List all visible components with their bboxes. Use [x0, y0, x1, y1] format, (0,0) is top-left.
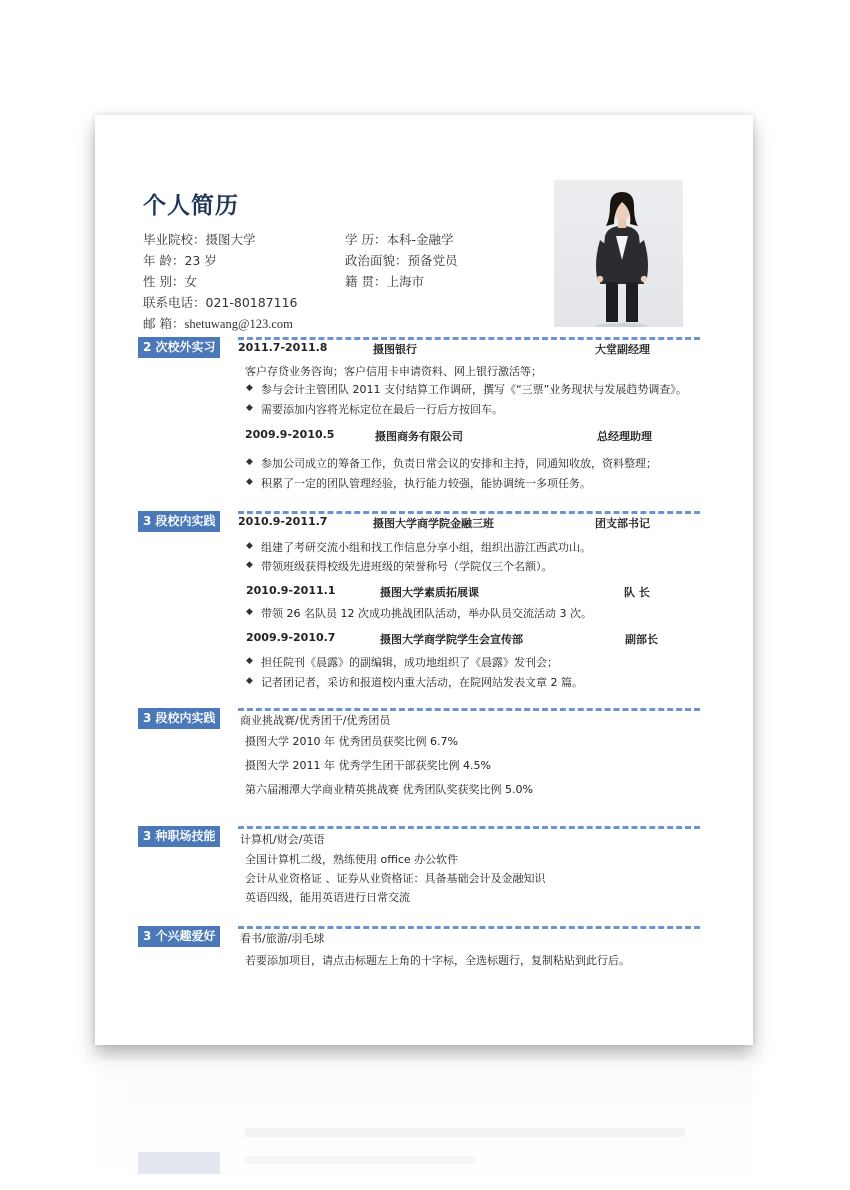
entry-role: 大堂副经理	[595, 343, 650, 356]
entry-line: 记者团记者，采访和报道校内重大活动，在院网站发表文章 2 篇。	[261, 676, 583, 689]
diamond-bullet-icon: ◆	[246, 403, 253, 413]
info-school: 毕业院校：摄图大学	[143, 232, 256, 247]
portrait-figure-icon	[554, 180, 683, 327]
hobby-line: 若要添加项目，请点击标题左上角的十字标，全选标题行，复制粘贴到此行后。	[245, 954, 630, 967]
portrait-photo	[554, 180, 683, 327]
section-divider	[238, 826, 700, 829]
entry-line: 组建了考研交流小组和找工作信息分享小组，组织出游江西武功山。	[261, 541, 591, 554]
entry-role: 团支部书记	[595, 517, 650, 530]
award-line: 摄图大学 2011 年 优秀学生团干部获奖比例 4.5%	[245, 759, 491, 772]
entry-line: 带领班级获得校级先进班级的荣誉称号（学院仅三个名额）。	[261, 560, 553, 573]
entry-role: 副部长	[625, 633, 658, 646]
entry-line: 担任院刊《晨露》的副编辑，成功地组织了《晨露》发刊会；	[261, 656, 558, 669]
entry-date: 2010.9-2011.7	[238, 515, 328, 528]
diamond-bullet-icon: ◆	[246, 676, 253, 686]
page-title: 个人简历	[143, 193, 239, 219]
diamond-bullet-icon: ◆	[246, 541, 253, 551]
info-political: 政治面貌：预备党员	[345, 253, 458, 268]
entry-line: 需要添加内容将光标定位在最后一行后方按回车。	[261, 403, 503, 416]
entry-date: 2009.9-2010.5	[245, 428, 335, 441]
section-subtitle: 看书/旅游/羽毛球	[240, 932, 325, 945]
diamond-bullet-icon: ◆	[246, 383, 253, 393]
page-reflection	[95, 1060, 753, 1190]
entry-date: 2009.9-2010.7	[246, 631, 336, 644]
skill-line: 全国计算机二级，熟练使用 office 办公软件	[245, 853, 459, 866]
section-subtitle: 计算机/财会/英语	[240, 833, 325, 846]
skill-line: 会计从业资格证 、证券从业资格证：具备基础会计及金融知识	[245, 872, 546, 885]
info-education: 学 历：本科-金融学	[345, 232, 454, 247]
section-heading-campus[interactable]: 3 段校内实践	[138, 511, 220, 532]
section-heading-skills[interactable]: 3 种职场技能	[138, 826, 220, 847]
diamond-bullet-icon: ◆	[246, 656, 253, 666]
entry-line: 积累了一定的团队管理经验，执行能力较强，能协调统一多项任务。	[261, 477, 591, 490]
diamond-bullet-icon: ◆	[246, 607, 253, 617]
entry-line: 参与会计主管团队 2011 支付结算工作调研，撰写《“三票”业务现状与发展趋势调查》。	[261, 383, 687, 396]
info-email	[143, 314, 293, 332]
section-divider	[238, 926, 700, 929]
diamond-bullet-icon: ◆	[246, 560, 253, 570]
info-gender: 性 别：女	[143, 274, 197, 289]
entry-role: 队 长	[624, 586, 650, 599]
info-email-label: 邮 箱：	[143, 316, 185, 331]
info-email-value[interactable]: shetuwang@123.com	[184, 317, 293, 331]
entry-line: 参加公司成立的筹备工作，负责日常会议的安排和主持，同通知收放，资料整理；	[261, 457, 657, 470]
entry-org: 摄图大学商学院金融三班	[373, 517, 494, 530]
section-divider	[238, 337, 700, 340]
award-line: 摄图大学 2010 年 优秀团员获奖比例 6.7%	[245, 735, 458, 748]
diamond-bullet-icon: ◆	[246, 477, 253, 487]
entry-org: 摄图银行	[373, 343, 417, 356]
resume-page	[95, 115, 753, 1045]
entry-role: 总经理助理	[597, 430, 652, 443]
skill-line: 英语四级，能用英语进行日常交流	[245, 891, 410, 904]
reflection-section-bar	[138, 1152, 220, 1174]
entry-line: 带领 26 名队员 12 次成功挑战团队活动，举办队员交流活动 3 次。	[261, 607, 592, 620]
info-age: 年 龄：23 岁	[143, 253, 217, 268]
diamond-bullet-icon: ◆	[246, 457, 253, 467]
section-divider	[238, 511, 700, 514]
reflection-text	[245, 1128, 685, 1137]
entry-org: 摄图大学素质拓展课	[380, 586, 479, 599]
section-heading-awards[interactable]: 3 段校内实践	[138, 708, 220, 729]
entry-date: 2011.7-2011.8	[238, 341, 328, 354]
section-heading-hobbies[interactable]: 3 个兴趣爱好	[138, 926, 220, 947]
section-heading-internship[interactable]: 2 次校外实习	[138, 337, 220, 358]
entry-line: 客户存贷业务咨询；客户信用卡申请资料、网上银行激活等；	[245, 365, 542, 378]
entry-org: 摄图商务有限公司	[375, 430, 463, 443]
section-subtitle: 商业挑战赛/优秀团干/优秀团员	[240, 714, 391, 727]
entry-org: 摄图大学商学院学生会宣传部	[380, 633, 523, 646]
info-phone: 联系电话：021-80187116	[143, 295, 298, 310]
award-line: 第六届湘潭大学商业精英挑战赛 优秀团队奖获奖比例 5.0%	[245, 783, 533, 796]
section-divider	[238, 708, 700, 711]
entry-date: 2010.9-2011.1	[246, 584, 336, 597]
reflection-text	[245, 1156, 475, 1164]
info-hometown: 籍 贯：上海市	[345, 274, 424, 289]
